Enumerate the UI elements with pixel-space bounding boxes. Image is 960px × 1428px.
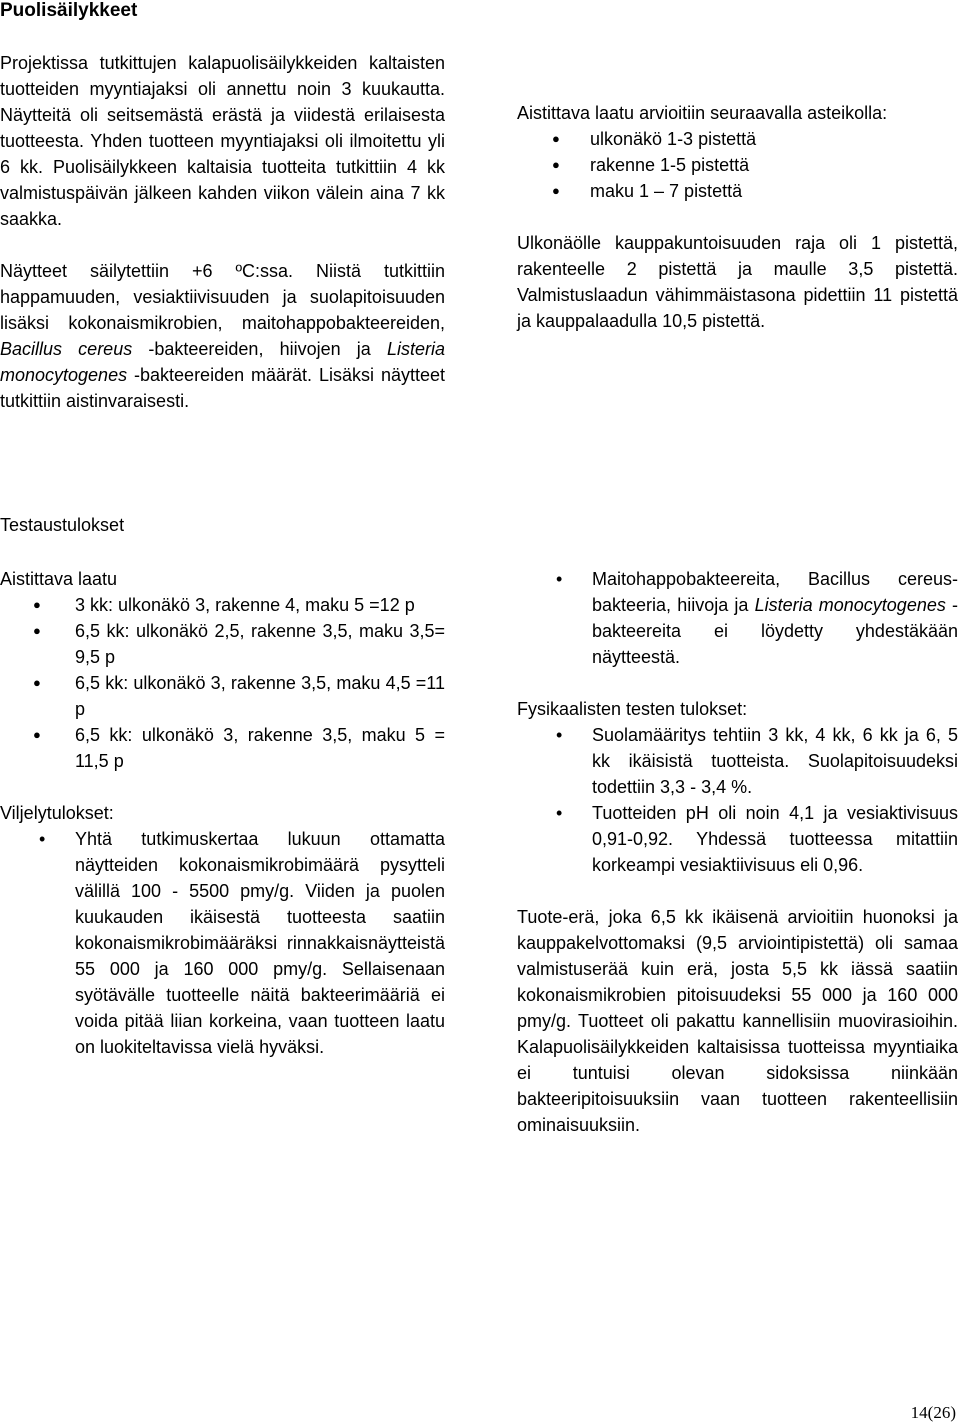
- bacteria-text-2: -bakteereita ei löydetty yhdestäkään näytteestä.: [592, 595, 959, 667]
- sensory-result: ● 6,5 kk: ulkonäkö 2,5, rakenne 3,5, maku 3,5= 9,5 p: [0, 618, 445, 670]
- physical-result: • Suolamääritys tehtiin 3 kk, 4 kk, 6 kk ja 6, 5 kk ikäisistä tuotteista. Suolapitoisuudeksi todettiin 3,3 - 3,4 %.: [517, 722, 958, 800]
- samples-text-2: -bakteereiden, hiivojen ja: [132, 339, 387, 359]
- sensory-result: ● 3 kk: ulkonäkö 3, rakenne 4, maku 5 =12 p: [0, 592, 445, 618]
- bacteria-text-1: Maitohappobakteereita, Bacillus cereus-bakteeria, hiivoja ja: [592, 569, 958, 615]
- samples-text-1: Näytteet säilytettiin +6 ºC:ssa. Niistä tutkittiin happamuuden, vesiaktiivisuuden ja suolapitoisuuden lisäksi kokonaismikrobien, maitohappobakteereiden,: [0, 261, 445, 333]
- intro-column: [0, 50, 445, 414]
- samples-paragraph: [0, 258, 445, 414]
- culture-result: • Yhtä tutkimuskertaa lukuun ottamatta näytteiden kokonaismikrobimäärä pysytteli välillä 100 - 5500 pmy/g. Viiden ja puolen kuukauden ikäisestä tuotteesta saatiin kokonaismikrobimääräksi rinnakkaisnäytteistä 55 000 ja 160 000 pmy/g. Sellaisenaan syötävälle tuotteelle näitä bakteerimääriä ei voida pitää liian korkeina, vaan tuotteen laatu on luokiteltavissa vielä hyväksi.: [0, 826, 445, 1060]
- page-heading: Puolisäilykkeet: [0, 0, 138, 21]
- scale-item: ● rakenne 1-5 pistettä: [517, 152, 958, 178]
- limits-paragraph: Ulkonäölle kauppakuntoisuuden raja oli 1 pistettä, rakenteelle 2 pistettä ja maulle 3,5 pistettä. Valmistuslaadun vähimmäistasona pidettiin 11 pistettä ja kauppalaadulla 10,5 pistettä.: [517, 233, 958, 331]
- culture-list: [0, 826, 445, 1060]
- bacteria-text-listeria: Listeria monocytogenes: [754, 595, 946, 615]
- scale-item: ● maku 1 – 7 pistettä: [517, 178, 958, 204]
- samples-text-3: -bakteereiden määrät. Lisäksi näytteet tutkittiin aistinvaraisesti.: [0, 365, 445, 411]
- samples-text-listeria: Listeria monocytogenes: [0, 339, 445, 385]
- bacteria-result: [517, 566, 958, 670]
- scale-column: [517, 100, 958, 334]
- physical-column: [517, 566, 958, 1138]
- conclusion-paragraph: Tuote-erä, joka 6,5 kk ikäisenä arvioitiin huonoksi ja kauppakelvottomaksi (9,5 arviointipistettä) oli samaa valmistuserää kuin erä, josta 5,5 kk iässä saatiin kokonaismikrobien pitoisuudeksi 55 000 ja 160 000 pmy/g. Tuotteet oli pakattu kannellisiin muovirasioihin. Kalapuolisäilykkeiden kaltaisissa tuotteissa myyntiaika ei tuntuisi olevan sidoksissa niinkään bakteeripitoisuuksiin vaan tuotteen rakenteellisiin ominaisuuksiin.: [517, 907, 958, 1135]
- physical-results-list: [517, 722, 958, 878]
- scale-intro: Aistittava laatu arvioitiin seuraavalla asteikolla:: [517, 103, 888, 123]
- results-column: [0, 566, 445, 1060]
- intro-paragraph: Projektissa tutkittujen kalapuolisäilykkeiden kaltaisten tuotteiden myyntiajaksi oli annettu noin 3 kuukautta. Näytteitä oli seitsemästä erästä ja viidestä erilaisesta tuotteesta. Yhden tuotteen myyntiajaksi oli ilmoitettu yli 6 kk. Puolisäilykkeen kaltaisia tuotteita tutkittiin 4 kk valmistuspäivän jälkeen kahden viikon välein aina 7 kk saakka.: [0, 53, 445, 229]
- samples-text-bacillus: Bacillus cereus: [0, 339, 133, 359]
- scale-item: ● ulkonäkö 1-3 pistettä: [517, 126, 958, 152]
- bacteria-list: [517, 566, 958, 670]
- sensory-label: Aistittava laatu: [0, 569, 118, 589]
- culture-label: Viljelytulokset:: [0, 803, 114, 823]
- physical-result: • Tuotteiden pH oli noin 4,1 ja vesiaktivisuus 0,91-0,92. Yhdessä tuotteessa mitattiin korkeampi vesiaktiivisuus eli 0,96.: [517, 800, 958, 878]
- sensory-result: ● 6,5 kk: ulkonäkö 3, rakenne 3,5, maku 4,5 =11 p: [0, 670, 445, 722]
- sensory-result: ● 6,5 kk: ulkonäkö 3, rakenne 3,5, maku 5 = 11,5 p: [0, 722, 445, 774]
- page-number: 14(26): [910, 1403, 956, 1422]
- physical-label: Fysikaalisten testen tulokset:: [517, 699, 748, 719]
- sensory-results-list: [0, 592, 445, 774]
- scale-list: [517, 126, 958, 204]
- section-title: Testaustulokset: [0, 515, 125, 535]
